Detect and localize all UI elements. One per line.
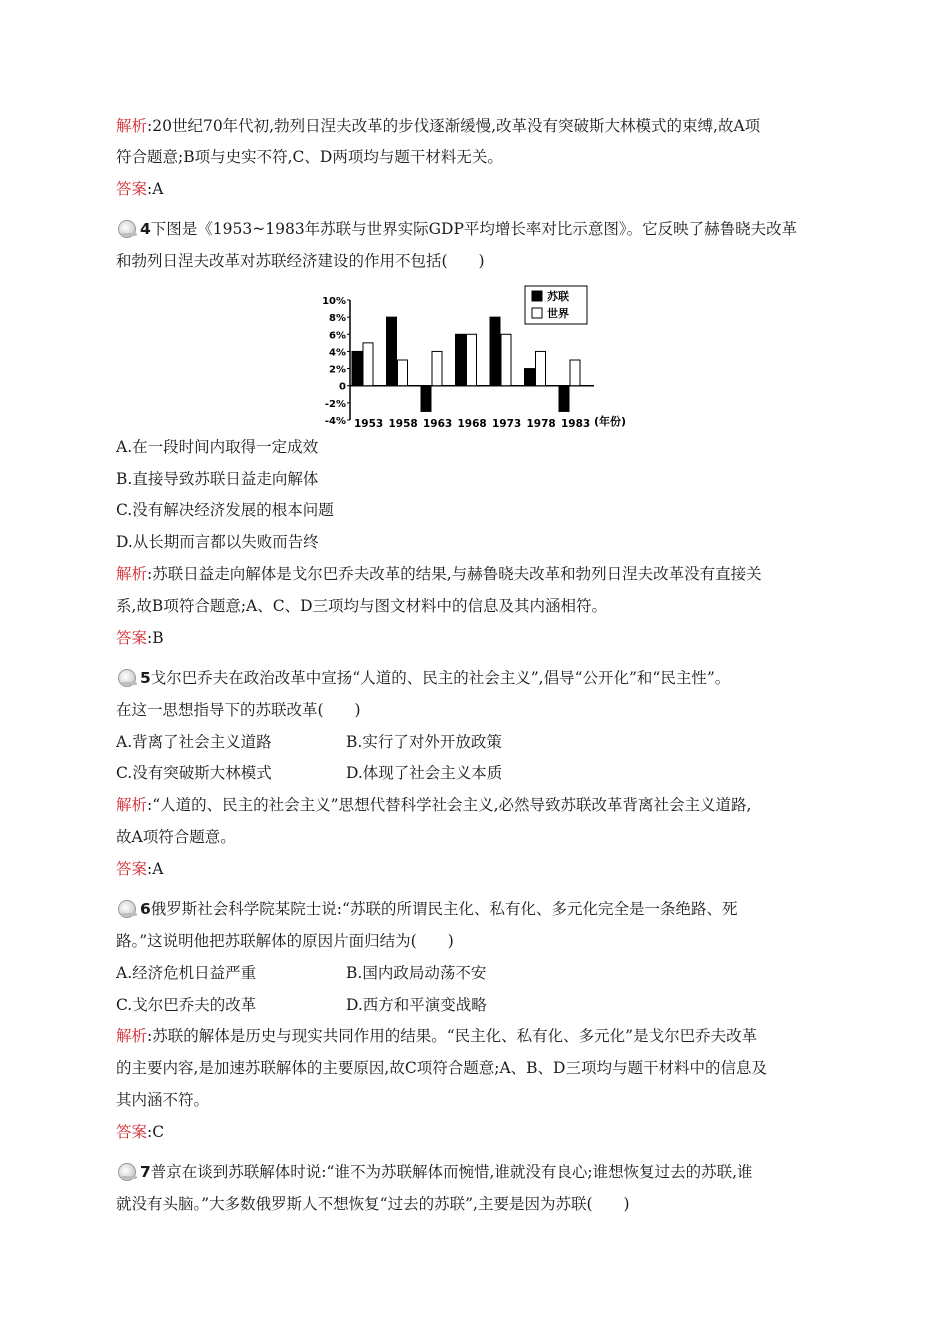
legend-swatch-world [532, 308, 542, 318]
legend-swatch-ussr [532, 291, 542, 301]
x-tick-label: 1958 [388, 418, 418, 430]
q5-analysis-line-2: 故A项符合题意。 [116, 828, 236, 846]
bar-ussr-1958 [387, 317, 397, 386]
question-number: 6 [140, 900, 151, 918]
question-text: 下图是《1953~1983年苏联与世界实际GDP平均增长率对比示意图》。它反映了赫鲁晓夫改革 [150, 220, 798, 238]
q6-option-b: B.国内政局动荡不安 [346, 964, 487, 982]
y-tick-label: -4% [324, 416, 346, 427]
x-axis-unit-label: (年份) [594, 415, 627, 428]
q6-answer [116, 1121, 164, 1143]
bar-ussr-1968 [456, 334, 466, 385]
q6-analysis-line-3: 其内涵不符。 [116, 1091, 210, 1109]
question-badge-icon [116, 219, 138, 237]
x-tick-label: 1953 [354, 418, 384, 430]
question-number: 4 [140, 220, 151, 238]
q4-option-b: B.直接导致苏联日益走向解体 [116, 470, 319, 488]
q5-answer [116, 858, 163, 880]
x-tick-label: 1978 [526, 418, 556, 430]
y-axis-tick-labels [322, 296, 350, 427]
legend-label-world: 世界 [547, 307, 569, 320]
q6-analysis-line-2: 的主要内容,是加速苏联解体的主要原因,故C项符合题意;A、B、D三项均与题干材料中的信息及 [116, 1059, 767, 1077]
question-text: 俄罗斯社会科学院某院士说:“苏联的所谓民主化、私有化、多元化完全是一条绝路、死 [150, 900, 738, 918]
q6-option-a: A.经济危机日益严重 [116, 964, 257, 982]
q6-stem-line-2: 路。”这说明他把苏联解体的原因片面归结为( ) [116, 932, 454, 950]
q4-option-d: D.从长期而言都以失败而告终 [116, 533, 319, 551]
question-badge-icon [116, 668, 138, 686]
question-text: 普京在谈到苏联解体时说:“谁不为苏联解体而惋惜,谁就没有良心;谁想恢复过去的苏联,谁 [150, 1163, 753, 1181]
y-tick-label: -2% [324, 398, 346, 410]
analysis-text: :20世纪70年代初,勃列日涅夫改革的步伐逐渐缓慢,改革没有突破斯大林模式的束缚,故A项 [147, 117, 761, 135]
analysis-label: 解析 [116, 1027, 148, 1045]
q6-analysis-line-1 [116, 1025, 757, 1047]
q4-option-c: C.没有解决经济发展的根本问题 [116, 501, 334, 519]
analysis-text: :苏联日益走向解体是戈尔巴乔夫改革的结果,与赫鲁晓夫改革和勃列日涅夫改革没有直接关 [147, 565, 762, 583]
q4-answer [116, 627, 164, 649]
bar-ussr-1978 [525, 369, 535, 386]
q7-stem-line-1 [116, 1161, 753, 1183]
answer-label: 答案 [116, 180, 148, 198]
answer-value: :A [147, 180, 164, 198]
prev-analysis-line-2: 符合题意;B项与史实不符,C、D两项均与题干材料无关。 [116, 148, 503, 166]
bar-world-1963 [432, 351, 442, 385]
question-text: 戈尔巴乔夫在政治改革中宣扬“人道的、民主的社会主义”,倡导“公开化”和“民主性”。 [150, 669, 731, 687]
q6-option-c: C.戈尔巴乔夫的改革 [116, 996, 257, 1014]
bar-ussr-1973 [490, 317, 500, 386]
x-tick-label: 1968 [457, 418, 487, 430]
question-badge-icon [116, 1162, 138, 1180]
x-tick-label: 1983 [561, 418, 591, 430]
bar-world-1983 [570, 360, 580, 386]
prev-answer [116, 178, 163, 200]
bar-world-1978 [536, 351, 546, 385]
y-tick-label: 10% [322, 296, 346, 307]
q5-option-d: D.体现了社会主义本质 [346, 764, 503, 782]
q5-analysis-line-1 [116, 794, 751, 816]
q6-stem-line-1 [116, 898, 737, 920]
q5-stem-line-1 [116, 667, 730, 689]
y-tick-label: 2% [329, 364, 346, 376]
q4-analysis-line-1 [116, 563, 762, 585]
bars-group [352, 317, 580, 411]
analysis-text: :“人道的、民主的社会主义”思想代替科学社会主义,必然导致苏联改革背离社会主义道路, [147, 796, 752, 814]
legend [525, 286, 587, 324]
analysis-label: 解析 [116, 117, 148, 135]
q4-analysis-line-2: 系,故B项符合题意;A、C、D三项均与图文材料中的信息及其内涵相符。 [116, 597, 608, 615]
y-tick-label: 6% [329, 330, 346, 342]
x-axis-tick-labels [354, 418, 590, 430]
q7-stem-line-2: 就没有头脑。”大多数俄罗斯人不想恢复“过去的苏联”,主要是因为苏联( ) [116, 1195, 630, 1213]
prev-analysis-line-1 [116, 115, 760, 137]
bar-ussr-1953 [352, 351, 362, 385]
analysis-label: 解析 [116, 565, 148, 583]
legend-label-ussr: 苏联 [547, 290, 569, 303]
answer-label: 答案 [116, 860, 148, 878]
bar-world-1973 [501, 334, 511, 385]
bar-ussr-1983 [559, 386, 569, 412]
q5-option-b: B.实行了对外开放政策 [346, 733, 502, 751]
answer-value: :B [147, 629, 164, 647]
bar-world-1958 [398, 360, 408, 386]
q4-stem-line-1 [116, 218, 797, 240]
y-tick-label: 4% [329, 347, 346, 359]
q5-stem-line-2: 在这一思想指导下的苏联改革( ) [116, 701, 361, 719]
gdp-growth-bar-chart [318, 280, 638, 430]
q5-option-a: A.背离了社会主义道路 [116, 733, 272, 751]
answer-value: :C [147, 1123, 165, 1141]
y-tick-label: 8% [329, 313, 346, 325]
x-tick-label: 1963 [423, 418, 453, 430]
bar-world-1953 [363, 343, 373, 386]
analysis-text: :苏联的解体是历史与现实共同作用的结果。“民主化、私有化、多元化”是戈尔巴乔夫改革 [147, 1027, 758, 1045]
x-tick-label: 1973 [492, 418, 522, 430]
bar-ussr-1963 [421, 386, 431, 412]
answer-label: 答案 [116, 1123, 148, 1141]
answer-value: :A [147, 860, 164, 878]
q5-option-c: C.没有突破斯大林模式 [116, 764, 272, 782]
question-number: 5 [140, 669, 151, 687]
q4-option-a: A.在一段时间内取得一定成效 [116, 438, 319, 456]
q6-option-d: D.西方和平演变战略 [346, 996, 487, 1014]
bar-world-1968 [467, 334, 477, 385]
question-number: 7 [140, 1163, 151, 1181]
analysis-label: 解析 [116, 796, 148, 814]
y-tick-label: 0 [339, 381, 346, 393]
answer-label: 答案 [116, 629, 148, 647]
question-badge-icon [116, 899, 138, 917]
q4-stem-line-2: 和勃列日涅夫改革对苏联经济建设的作用不包括( ) [116, 252, 485, 270]
